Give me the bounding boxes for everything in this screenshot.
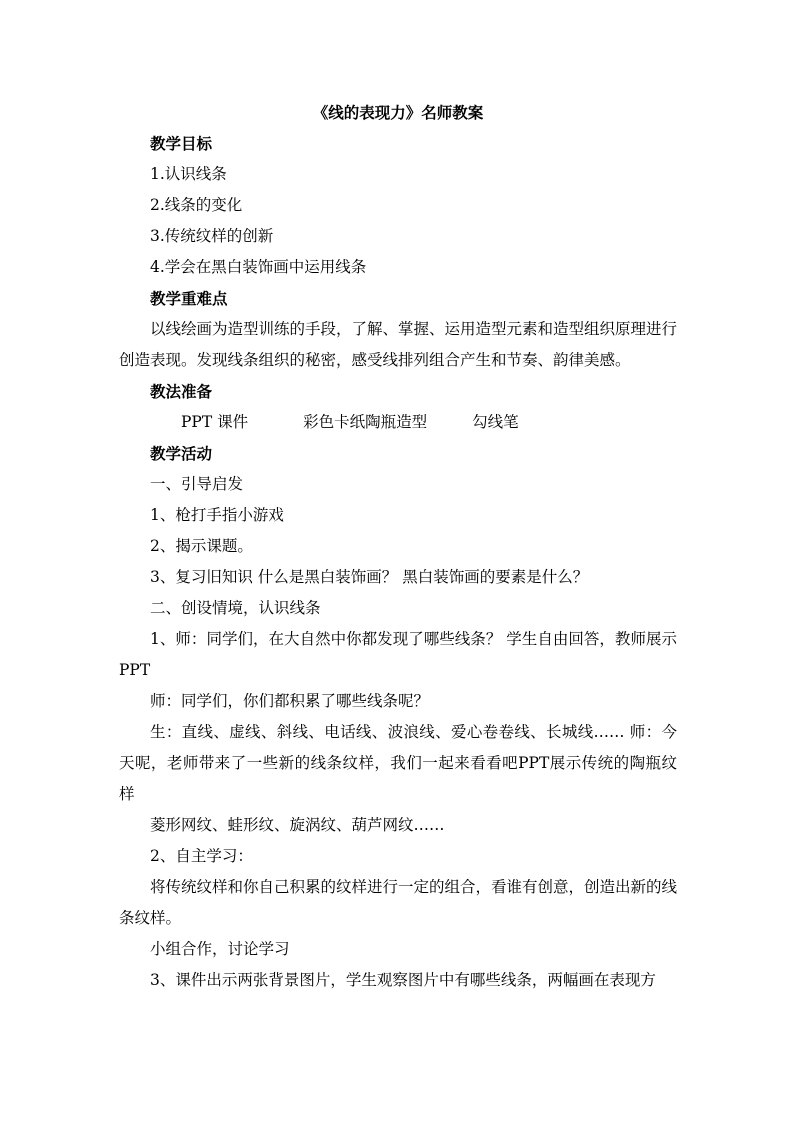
- prep-item: 勾线笔: [472, 413, 519, 431]
- prep-item: 彩色卡纸陶瓶造型: [303, 413, 428, 431]
- prep-item: PPT 课件: [181, 413, 249, 431]
- activity-paragraph: 1、师：同学们，在大自然中你都发现了哪些线条？ 学生自由回答，教师展示PPT: [119, 630, 677, 679]
- prep-heading: 教法准备: [150, 382, 213, 401]
- activity-line: 二、创设情境，认识线条: [150, 599, 321, 617]
- key-points-paragraph: 以线绘画为造型训练的手段，了解、掌握、运用造型元素和造型组织原理进行创造表现。发现线条组织的秘密，感受线排列组合产生和节奏、韵律美感。: [119, 320, 678, 369]
- activity-line: 1、枪打手指小游戏: [150, 506, 284, 524]
- activity-line: 菱形网纹、蛙形纹、旋涡纹、葫芦网纹……: [150, 816, 445, 834]
- activity-line: 小组合作，讨论学习: [150, 940, 290, 958]
- document-body: [119, 97, 677, 996]
- activity-line: 一、引导启发: [150, 475, 244, 493]
- goal-item: 3.传统纹样的创新: [150, 227, 274, 245]
- activity-line: 3、复习旧知识 什么是黑白装饰画？ 黑白装饰画的要素是什么？: [150, 568, 589, 586]
- activity-line: 2、揭示课题。: [150, 537, 253, 555]
- goal-item: 2.线条的变化: [150, 196, 243, 214]
- activity-paragraph: 将传统纹样和你自己积累的纹样进行一定的组合，看谁有创意，创造出新的线条纹样。: [119, 878, 678, 927]
- activities-heading: 教学活动: [150, 444, 213, 463]
- activity-line: 2、自主学习：: [150, 847, 253, 865]
- goal-item: 1.认识线条: [150, 165, 227, 183]
- document-title: 《线的表现力》名师教案: [312, 103, 484, 122]
- prep-items-line: [119, 407, 677, 438]
- activity-line: 师：同学们，你们都积累了哪些线条呢？: [150, 692, 430, 710]
- goals-heading: 教学目标: [150, 134, 213, 153]
- goal-item: 4.学会在黑白装饰画中运用线条: [150, 258, 367, 276]
- activity-line: 3、课件出示两张背景图片，学生观察图片中有哪些线条，两幅画在表现方: [150, 971, 656, 989]
- activity-paragraph: 生：直线、虚线、斜线、电话线、波浪线、爱心卷卷线、长城线…… 师：今天呢，老师带来了一些新的线条纹样，我们一起来看看吧PPT展示传统的陶瓶纹样: [119, 723, 677, 803]
- key-points-heading: 教学重难点: [150, 289, 228, 308]
